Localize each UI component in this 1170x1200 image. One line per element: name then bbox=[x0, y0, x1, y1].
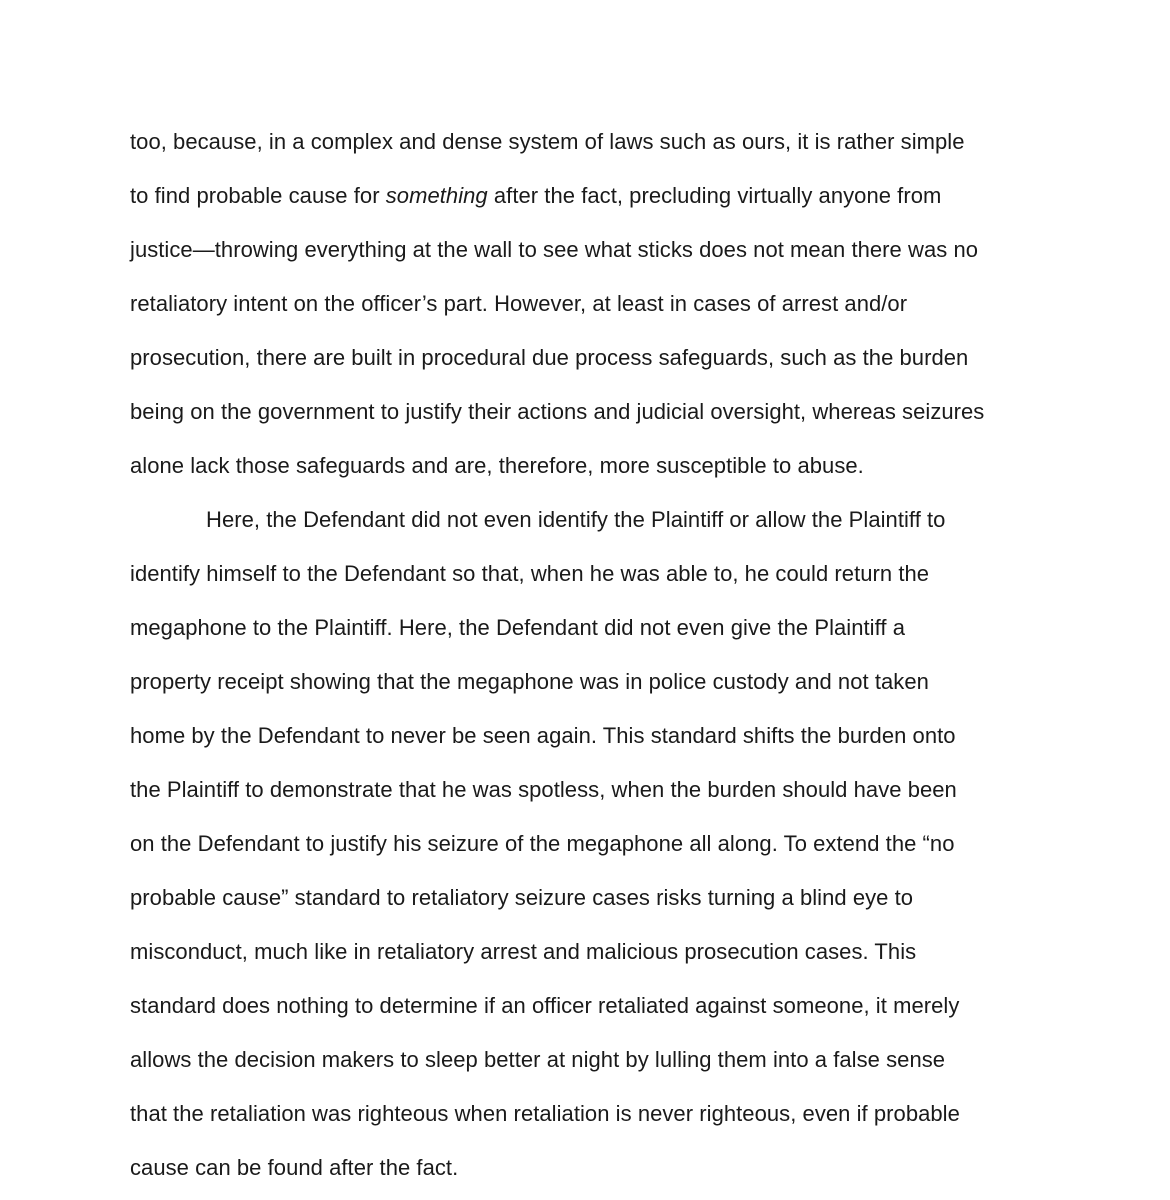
text-line: probable cause” standard to retaliatory seizure cases risks turning a blind eye to bbox=[130, 885, 914, 910]
text-line: that the retaliation was righteous when retaliation is never righteous, even if probable bbox=[130, 1101, 960, 1126]
italic-emphasis: something bbox=[385, 183, 488, 208]
text-line: too, because, in a complex and dense system of laws such as ours, it is rather simple bbox=[130, 129, 965, 154]
text-line: justice—throwing everything at the wall to see what sticks does not mean there was no bbox=[130, 237, 979, 262]
text-line: retaliatory intent on the officer’s part. However, at least in cases of arrest and/or bbox=[130, 291, 908, 316]
text-line: being on the government to justify their actions and judicial oversight, whereas seizures bbox=[130, 399, 985, 424]
text-line: alone lack those safeguards and are, therefore, more susceptible to abuse. bbox=[130, 453, 864, 478]
text-line: standard does nothing to determine if an officer retaliated against someone, it merely bbox=[130, 993, 960, 1018]
text-line: home by the Defendant to never be seen again. This standard shifts the burden onto bbox=[130, 723, 956, 748]
text-line: allows the decision makers to sleep better at night by lulling them into a false sense bbox=[130, 1047, 946, 1072]
text-line: megaphone to the Plaintiff. Here, the Defendant did not even give the Plaintiff a bbox=[130, 615, 905, 640]
text-line: on the Defendant to justify his seizure of the megaphone all along. To extend the “no bbox=[130, 831, 955, 856]
text-line: Here, the Defendant did not even identify the Plaintiff or allow the Plaintiff to bbox=[206, 507, 946, 532]
text-line: the Plaintiff to demonstrate that he was spotless, when the burden should have been bbox=[130, 777, 957, 802]
text-line: cause can be found after the fact. bbox=[130, 1155, 459, 1180]
text-line bbox=[130, 181, 941, 211]
text-line: property receipt showing that the megaphone was in police custody and not taken bbox=[130, 669, 929, 694]
text-line: misconduct, much like in retaliatory arrest and malicious prosecution cases. This bbox=[130, 939, 917, 964]
text-line: prosecution, there are built in procedural due process safeguards, such as the burden bbox=[130, 345, 969, 370]
text-span: after the fact, precluding virtually anyone from bbox=[487, 183, 942, 208]
text-span: to find probable cause for bbox=[130, 183, 386, 208]
text-line: identify himself to the Defendant so that, when he was able to, he could return the bbox=[130, 561, 930, 586]
